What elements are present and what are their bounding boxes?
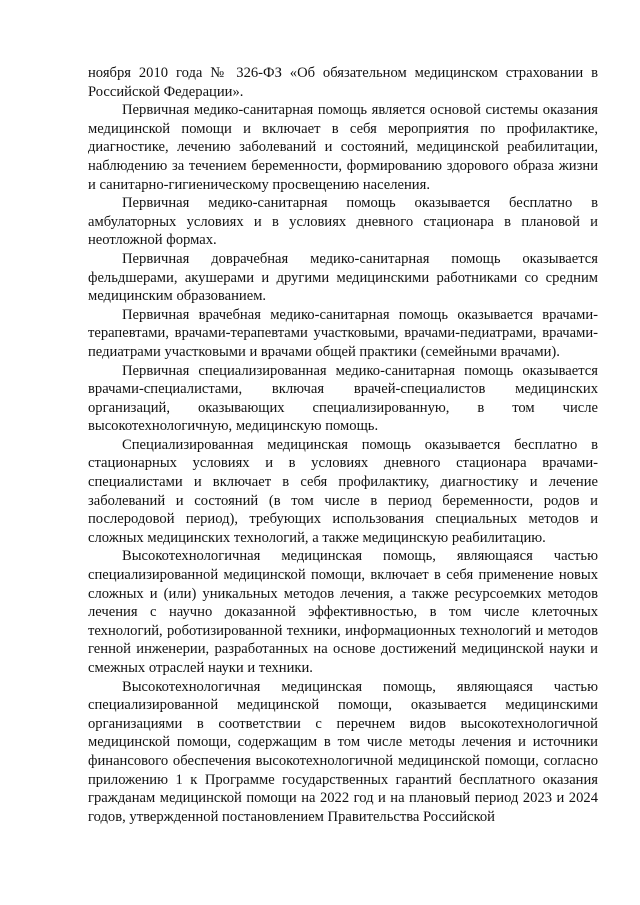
paragraph-specialized-care: Специализированная медицинская помощь оказывается бесплатно в стационарных условиях и в условиях дневного стационара врачами-специалистами и включает в себя профилактику, диагностику и лечение заболеваний и состояний (в том числе в период беременности, родов и послеродовой период), требующих использования специальных методов и сложных медицинских технологий, а также медицинскую реабилитацию. [88,436,598,546]
paragraph-specialized-primary-care: Первичная специализированная медико-санитарная помощь оказывается врачами-специалистами, включая врачей-специалистов медицинских организаций, оказывающих специализированную, в том числе высокотехнологичную, медицинскую помощь. [88,362,598,435]
paragraph-primary-care-free: Первичная медико-санитарная помощь оказывается бесплатно в амбулаторных условиях и в условиях дневного стационара в плановой и неотложной формах. [88,195,598,249]
document-page [88,64,598,826]
paragraph-primary-care-definition: Первичная медико-санитарная помощь является основой системы оказания медицинской помощи и включает в себя мероприятия по профилактике, диагностике, лечению заболеваний и состояний, медицинской реабилитации, наблюдению за течением беременности, формированию здорового образа жизни и санитарно-гигиеническому просвещению населения. [88,102,598,193]
paragraph-pre-physician-care: Первичная доврачебная медико-санитарная помощь оказывается фельдшерами, акушерами и другими медицинскими работниками со средним медицинским образованием. [88,250,598,305]
paragraph-high-tech-care-definition: Высокотехнологичная медицинская помощь, являющаяся частью специализированной медицинской помощи, включает в себя применение новых сложных и (или) уникальных методов лечения, а также ресурсоемких методов лечения с научно доказанной эффективностью, в том числе клеточных технологий, роботизированной техники, информационных технологий и методов генной инженерии, разработанных на основе достижений медицинской науки и смежных отраслей науки и техники. [88,548,598,676]
paragraph-high-tech-care-provision: Высокотехнологичная медицинская помощь, являющаяся частью специализированной медицинской помощи, оказывается медицинскими организациями в соответствии с перечнем видов высокотехнологичной медицинской помощи, содержащим в том числе методы лечения и источники финансового обеспечения высокотехнологичной медицинской помощи, согласно приложению 1 к Программе государственных гарантий бесплатного оказания гражданам медицинской помощи на 2022 год и на плановый период 2023 и 2024 годов, утвержденной постановлением Правительства Российской [88,678,598,825]
paragraph-physician-care: Первичная врачебная медико-санитарная помощь оказывается врачами-терапевтами, врачами-терапевтами участковыми, врачами-педиатрами, врачами-педиатрами участковыми и врачами общей практики (семейными врачами). [88,306,598,360]
paragraph-law-reference-continuation: ноября 2010 года № 326-ФЗ «Об обязательном медицинском страховании в Российской Федерации». [88,65,598,100]
